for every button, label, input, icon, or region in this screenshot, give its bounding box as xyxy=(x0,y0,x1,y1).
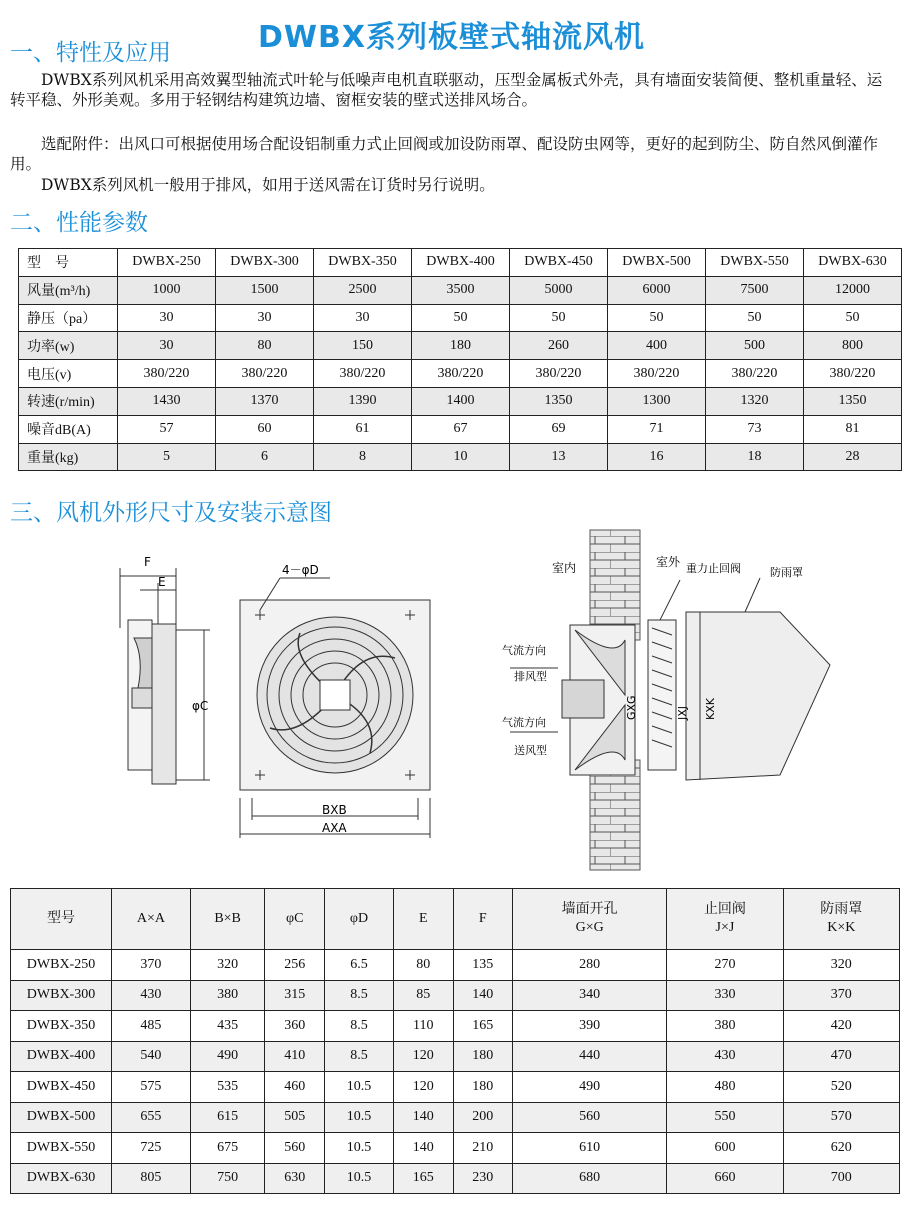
dims-cell: 725 xyxy=(112,1133,191,1164)
dims-header-line: K×K xyxy=(827,920,856,935)
perf-cell: 30 xyxy=(216,304,314,332)
dims-header-line: B×B xyxy=(214,911,241,926)
dims-header-cell xyxy=(324,889,393,950)
label-exhaust: 排风型 xyxy=(514,670,547,683)
perf-cell: 50 xyxy=(804,304,902,332)
label-E: E xyxy=(158,575,166,589)
dims-header-row xyxy=(11,889,900,950)
dims-header-cell xyxy=(265,889,325,950)
dims-cell: 256 xyxy=(265,950,325,981)
dims-header-line: A×A xyxy=(136,911,165,926)
perf-cell: 260 xyxy=(510,332,608,360)
dims-row xyxy=(11,1102,900,1133)
perf-row xyxy=(19,443,902,471)
perf-cell: 67 xyxy=(412,415,510,443)
dims-cell: 675 xyxy=(190,1133,265,1164)
dims-cell: DWBX-550 xyxy=(11,1133,112,1164)
perf-row xyxy=(19,387,902,415)
dims-header-cell xyxy=(513,889,667,950)
dims-cell: 330 xyxy=(667,980,783,1011)
perf-cell: 400 xyxy=(608,332,706,360)
dims-cell: 270 xyxy=(667,950,783,981)
dims-cell: 230 xyxy=(453,1163,513,1194)
perf-cell: 380/220 xyxy=(314,360,412,388)
dims-cell: 165 xyxy=(393,1163,453,1194)
perf-cell: 800 xyxy=(804,332,902,360)
dims-row xyxy=(11,1011,900,1042)
perf-header-cell: DWBX-630 xyxy=(804,249,902,277)
dims-cell: 210 xyxy=(453,1133,513,1164)
dims-cell: 390 xyxy=(513,1011,667,1042)
perf-cell: 1390 xyxy=(314,387,412,415)
label-indoor: 室内 xyxy=(552,561,577,575)
dims-header-line: φC xyxy=(285,911,304,926)
dims-cell: DWBX-400 xyxy=(11,1041,112,1072)
perf-header-cell: DWBX-500 xyxy=(608,249,706,277)
dims-header-line: F xyxy=(478,911,487,926)
dims-header-line: G×G xyxy=(575,920,604,935)
perf-cell: 380/220 xyxy=(608,360,706,388)
dims-header-line: 型号 xyxy=(47,911,75,926)
label-F: F xyxy=(144,555,151,569)
perf-cell: 6000 xyxy=(608,276,706,304)
perf-cell: 5000 xyxy=(510,276,608,304)
perf-row xyxy=(19,415,902,443)
intro-paragraph-2: 选配附件：出风口可根据使用场合配设铝制重力式止回阀或加设防雨罩、配设防虫网等，更好的起到防尘、防自然风倒灌作用。 xyxy=(10,135,879,173)
dims-cell: 8.5 xyxy=(324,980,393,1011)
perf-cell: 1000 xyxy=(118,276,216,304)
fan-dimension-drawing xyxy=(100,548,470,848)
perf-cell: 功率(w) xyxy=(19,332,118,360)
perf-header-cell: DWBX-250 xyxy=(118,249,216,277)
dims-cell: 630 xyxy=(265,1163,325,1194)
dims-cell: 370 xyxy=(112,950,191,981)
label-supply: 送风型 xyxy=(514,744,547,757)
perf-cell: 1350 xyxy=(510,387,608,415)
dims-cell: 535 xyxy=(190,1072,265,1103)
dims-cell: 10.5 xyxy=(324,1072,393,1103)
perf-cell: 1400 xyxy=(412,387,510,415)
dims-cell: 140 xyxy=(453,980,513,1011)
perf-cell: 30 xyxy=(118,332,216,360)
dims-cell: 180 xyxy=(453,1041,513,1072)
perf-cell: 80 xyxy=(216,332,314,360)
perf-cell: 380/220 xyxy=(706,360,804,388)
dims-cell: 505 xyxy=(265,1102,325,1133)
perf-cell: 1300 xyxy=(608,387,706,415)
perf-cell: 6 xyxy=(216,443,314,471)
perf-header-cell: DWBX-300 xyxy=(216,249,314,277)
installation-drawing xyxy=(490,520,890,880)
perf-cell: 50 xyxy=(412,304,510,332)
perf-cell: 电压(v) xyxy=(19,360,118,388)
label-KXK: KXK xyxy=(704,698,717,720)
dims-cell: 470 xyxy=(783,1041,899,1072)
perf-cell: 30 xyxy=(314,304,412,332)
dims-header-line: E xyxy=(418,911,428,926)
dims-cell: 380 xyxy=(667,1011,783,1042)
intro-paragraph-3: DWBX系列风机一般用于排风，如用于送风需在订货时另行说明。 xyxy=(41,176,495,194)
dims-cell: DWBX-630 xyxy=(11,1163,112,1194)
perf-cell: 30 xyxy=(118,304,216,332)
dims-header-cell xyxy=(667,889,783,950)
dims-cell: 440 xyxy=(513,1041,667,1072)
dims-cell: 120 xyxy=(393,1041,453,1072)
dims-header-line: 止回阀 xyxy=(703,902,746,917)
perf-cell: 1350 xyxy=(804,387,902,415)
perf-cell: 1500 xyxy=(216,276,314,304)
perf-cell: 28 xyxy=(804,443,902,471)
dims-cell: 430 xyxy=(112,980,191,1011)
perf-cell: 380/220 xyxy=(118,360,216,388)
dims-cell: 435 xyxy=(190,1011,265,1042)
dims-header-line: 墙面开孔 xyxy=(561,902,618,917)
dims-cell: DWBX-500 xyxy=(11,1102,112,1133)
perf-cell: 50 xyxy=(706,304,804,332)
label-rain-hood: 防雨罩 xyxy=(770,566,803,579)
perf-cell: 500 xyxy=(706,332,804,360)
intro-paragraph-1: DWBX系列风机采用高效翼型轴流式叶轮与低噪声电机直联驱动，压型金属板式外壳，具有墙面安装简便、整机重量轻、运转平稳、外形美观。多用于轻钢结构建筑边墙、窗框安装的壁式送排风场合。 xyxy=(10,71,883,109)
perf-cell: 12000 xyxy=(804,276,902,304)
dims-cell: 315 xyxy=(265,980,325,1011)
perf-cell: 1430 xyxy=(118,387,216,415)
dims-cell: 320 xyxy=(783,950,899,981)
dims-cell: 600 xyxy=(667,1133,783,1164)
dims-cell: 430 xyxy=(667,1041,783,1072)
perf-row xyxy=(19,304,902,332)
perf-header-cell: DWBX-350 xyxy=(314,249,412,277)
perf-cell: 1370 xyxy=(216,387,314,415)
dims-row xyxy=(11,1041,900,1072)
dims-cell: 805 xyxy=(112,1163,191,1194)
dims-cell: 135 xyxy=(453,950,513,981)
dims-cell: 655 xyxy=(112,1102,191,1133)
dims-cell: 180 xyxy=(453,1072,513,1103)
perf-cell: 1320 xyxy=(706,387,804,415)
dims-header-cell xyxy=(11,889,112,950)
dims-cell: 615 xyxy=(190,1102,265,1133)
perf-cell: 风量(m³/h) xyxy=(19,276,118,304)
dims-cell: 85 xyxy=(393,980,453,1011)
dims-cell: 480 xyxy=(667,1072,783,1103)
performance-table xyxy=(18,248,902,471)
perf-cell: 7500 xyxy=(706,276,804,304)
dims-cell: 8.5 xyxy=(324,1041,393,1072)
dims-header-line: J×J xyxy=(715,920,735,935)
dims-cell: 165 xyxy=(453,1011,513,1042)
dims-cell: 140 xyxy=(393,1102,453,1133)
dims-cell: 550 xyxy=(667,1102,783,1133)
dims-cell: 490 xyxy=(190,1041,265,1072)
dims-header-cell xyxy=(112,889,191,950)
dims-cell: 460 xyxy=(265,1072,325,1103)
perf-cell: 2500 xyxy=(314,276,412,304)
perf-cell: 18 xyxy=(706,443,804,471)
perf-cell: 16 xyxy=(608,443,706,471)
dims-row xyxy=(11,950,900,981)
perf-cell: 50 xyxy=(510,304,608,332)
label-flow-direction-1: 气流方向 xyxy=(502,644,546,657)
perf-cell: 380/220 xyxy=(804,360,902,388)
dims-cell: 560 xyxy=(513,1102,667,1133)
dims-cell: 620 xyxy=(783,1133,899,1164)
dims-header-cell xyxy=(783,889,899,950)
perf-cell: 380/220 xyxy=(412,360,510,388)
perf-header-cell: 型 号 xyxy=(19,249,118,277)
dims-cell: 110 xyxy=(393,1011,453,1042)
dims-cell: 10.5 xyxy=(324,1133,393,1164)
perf-header-cell: DWBX-450 xyxy=(510,249,608,277)
perf-row xyxy=(19,360,902,388)
dims-cell: 80 xyxy=(393,950,453,981)
label-phiC: φC xyxy=(192,699,209,713)
perf-cell: 380/220 xyxy=(510,360,608,388)
dims-header-cell xyxy=(453,889,513,950)
section-heading-performance: 二、性能参数 xyxy=(10,210,148,236)
perf-header-row xyxy=(19,249,902,277)
dims-row xyxy=(11,980,900,1011)
dims-row xyxy=(11,1072,900,1103)
perf-cell: 69 xyxy=(510,415,608,443)
dims-cell: DWBX-450 xyxy=(11,1072,112,1103)
perf-header-cell: DWBX-550 xyxy=(706,249,804,277)
perf-cell: 静压（pa） xyxy=(19,304,118,332)
dims-cell: 485 xyxy=(112,1011,191,1042)
dims-row xyxy=(11,1163,900,1194)
dims-cell: 10.5 xyxy=(324,1163,393,1194)
dims-cell: 610 xyxy=(513,1133,667,1164)
perf-cell: 61 xyxy=(314,415,412,443)
dimensions-table xyxy=(10,888,900,1194)
dims-cell: 540 xyxy=(112,1041,191,1072)
dims-cell: 560 xyxy=(265,1133,325,1164)
dims-cell: 410 xyxy=(265,1041,325,1072)
dims-cell: 320 xyxy=(190,950,265,981)
section-heading-dimensions: 三、风机外形尺寸及安装示意图 xyxy=(10,500,332,526)
dims-header-cell xyxy=(190,889,265,950)
label-GXG: GXG xyxy=(625,695,638,720)
dims-cell: 280 xyxy=(513,950,667,981)
perf-cell: 73 xyxy=(706,415,804,443)
perf-cell: 50 xyxy=(608,304,706,332)
perf-cell: 81 xyxy=(804,415,902,443)
perf-row xyxy=(19,332,902,360)
dims-cell: 520 xyxy=(783,1072,899,1103)
dims-cell: 680 xyxy=(513,1163,667,1194)
perf-cell: 转速(r/min) xyxy=(19,387,118,415)
dims-cell: 120 xyxy=(393,1072,453,1103)
perf-cell: 8 xyxy=(314,443,412,471)
dims-header-line: φD xyxy=(349,911,369,926)
perf-cell: 380/220 xyxy=(216,360,314,388)
perf-cell: 60 xyxy=(216,415,314,443)
dims-cell: DWBX-250 xyxy=(11,950,112,981)
dims-cell: 575 xyxy=(112,1072,191,1103)
perf-cell: 10 xyxy=(412,443,510,471)
dims-cell: 380 xyxy=(190,980,265,1011)
perf-cell: 71 xyxy=(608,415,706,443)
label-outdoor: 室外 xyxy=(656,555,681,569)
perf-cell: 噪音dB(A) xyxy=(19,415,118,443)
perf-cell: 重量(kg) xyxy=(19,443,118,471)
perf-cell: 57 xyxy=(118,415,216,443)
section-heading-features: 一、特性及应用 xyxy=(10,40,171,66)
dims-cell: DWBX-350 xyxy=(11,1011,112,1042)
perf-cell: 5 xyxy=(118,443,216,471)
perf-cell: 13 xyxy=(510,443,608,471)
dims-header-cell xyxy=(393,889,453,950)
dims-cell: 360 xyxy=(265,1011,325,1042)
dims-cell: 570 xyxy=(783,1102,899,1133)
dims-cell: 10.5 xyxy=(324,1102,393,1133)
perf-cell: 150 xyxy=(314,332,412,360)
perf-row xyxy=(19,276,902,304)
dims-cell: 8.5 xyxy=(324,1011,393,1042)
dims-cell: DWBX-300 xyxy=(11,980,112,1011)
dims-row xyxy=(11,1133,900,1164)
dims-cell: 420 xyxy=(783,1011,899,1042)
dims-header-line: 防雨罩 xyxy=(820,902,863,917)
label-JXJ: JXJ xyxy=(676,705,689,720)
label-check-valve: 重力止回阀 xyxy=(686,562,741,575)
perf-cell: 180 xyxy=(412,332,510,360)
dims-cell: 340 xyxy=(513,980,667,1011)
perf-header-cell: DWBX-400 xyxy=(412,249,510,277)
label-holes: 4－φD xyxy=(282,563,319,577)
dims-cell: 140 xyxy=(393,1133,453,1164)
label-flow-direction-2: 气流方向 xyxy=(502,716,546,729)
dims-cell: 750 xyxy=(190,1163,265,1194)
label-AXA: AXA xyxy=(322,821,347,835)
perf-cell: 3500 xyxy=(412,276,510,304)
page-title: DWBX系列板壁式轴流风机 xyxy=(258,20,645,55)
dims-cell: 700 xyxy=(783,1163,899,1194)
dims-cell: 370 xyxy=(783,980,899,1011)
dims-cell: 660 xyxy=(667,1163,783,1194)
dims-cell: 200 xyxy=(453,1102,513,1133)
dims-cell: 490 xyxy=(513,1072,667,1103)
label-BXB: BXB xyxy=(322,803,347,817)
dims-cell: 6.5 xyxy=(324,950,393,981)
